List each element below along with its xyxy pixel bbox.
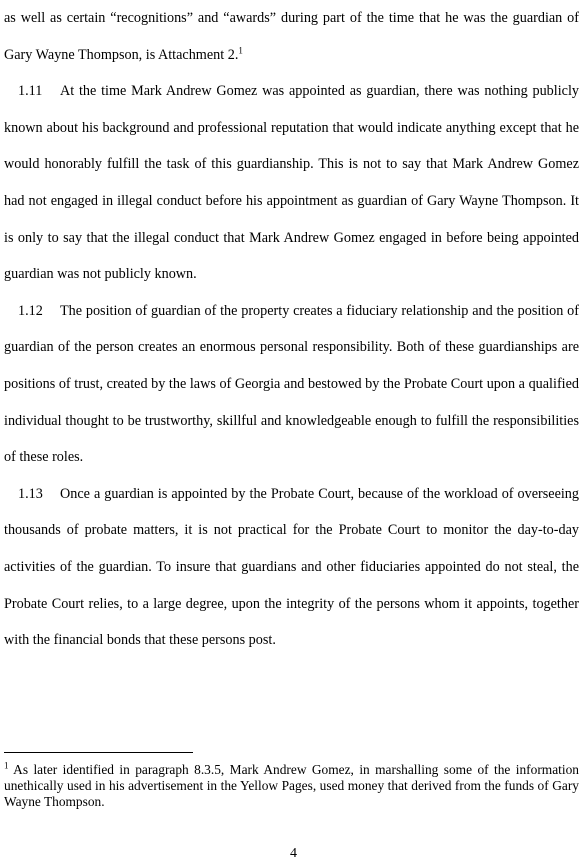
- body-text: [4, 0, 579, 659]
- footnote-marker: 1: [4, 760, 9, 771]
- footnote: [4, 762, 579, 811]
- paragraph-1-13: [4, 476, 579, 659]
- paragraph-number: 1.13: [18, 485, 43, 502]
- paragraph-text: Once a guardian is appointed by the Probate Court, because of the workload of overseeing thousands of probate matters, it is not practical for the Probate Court to monitor the day-to-day activities of the guardian. To insure that guardians and other fiduciaries appointed do not steal, the Probate Court relies, to a large degree, upon the integrity of the persons whom it appoints, together with the financial bonds that these persons post.: [4, 485, 579, 649]
- paragraph-number: 1.11: [18, 83, 43, 100]
- paragraph-text: as well as certain “recognitions” and “awards” during part of the time that he was the guardian of Gary Wayne Thompson, is Attachment 2.: [4, 10, 579, 63]
- paragraph-1-11: [4, 73, 579, 293]
- paragraph-text: The position of guardian of the property creates a fiduciary relationship and the position of guardian of the person creates an enormous personal responsibility. Both of these guardianships are positions of trust, created by the laws of Georgia and bestowed by the Probate Court upon a qualified individual thought to be trustworthy, skillful and knowledgeable enough to fulfill the responsibilities of these roles.: [4, 302, 579, 466]
- paragraph-1-12: [4, 293, 579, 476]
- paragraph-text: At the time Mark Andrew Gomez was appointed as guardian, there was nothing publicly known about his background and professional reputation that would indicate anything except that he would honorably fulfill the task of this guardianship. This is not to say that Mark Andrew Gomez had not engaged in illegal conduct before his appointment as guardian of Gary Wayne Thompson. It is only to say that the illegal conduct that Mark Andrew Gomez engaged in before being appointed guardian was not publicly known.: [4, 83, 579, 283]
- footnote-reference: 1: [238, 44, 243, 55]
- page-number: 4: [290, 846, 297, 861]
- footnote-text: As later identified in paragraph 8.3.5, Mark Andrew Gomez, in marshalling some of the information unethically used in his advertisement in the Yellow Pages, used money that derived from the funds of Gary Wayne Thompson.: [4, 762, 579, 810]
- paragraph-number: 1.12: [18, 302, 43, 319]
- footnote-separator: [4, 752, 193, 753]
- paragraph-continuation: [4, 0, 579, 73]
